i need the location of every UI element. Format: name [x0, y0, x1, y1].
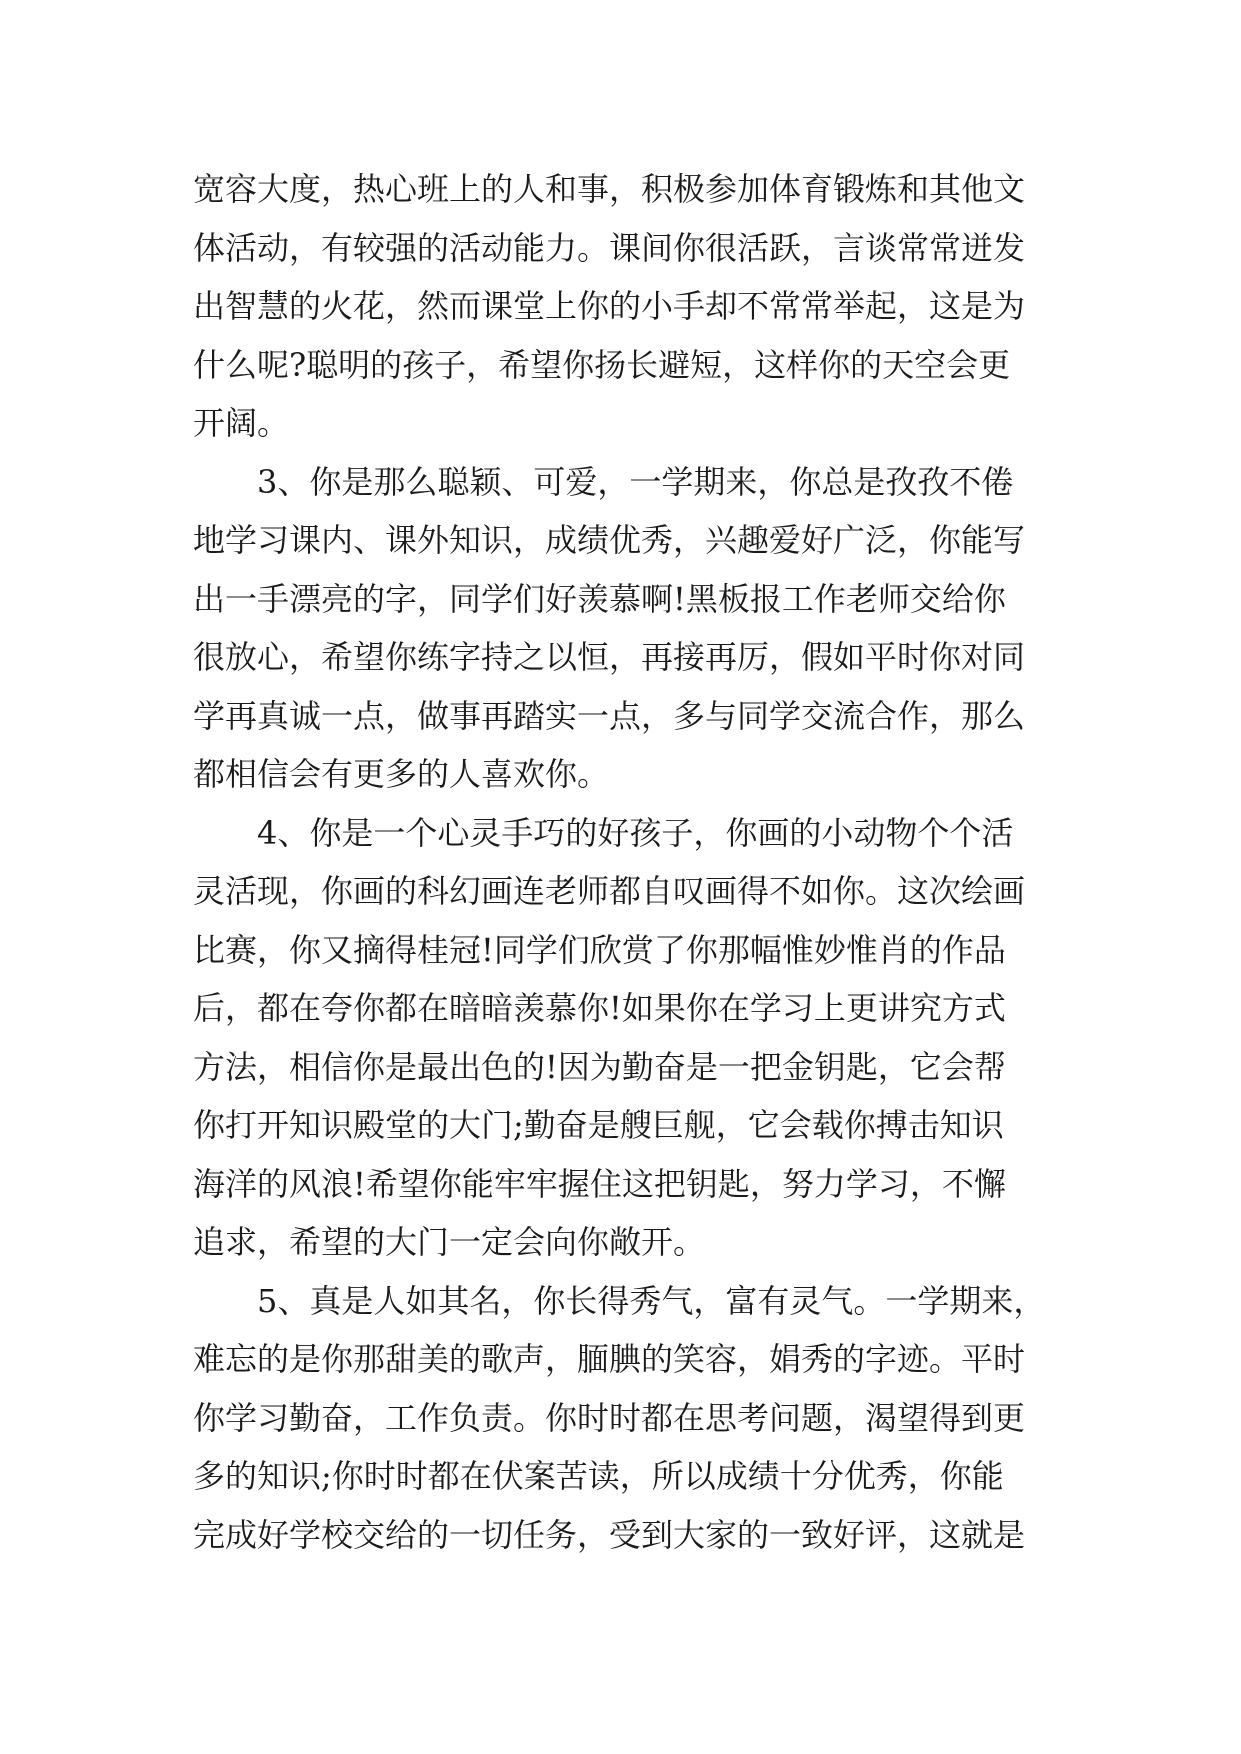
text-line: 出一手漂亮的字，同学们好羡慕啊!黑板报工作老师交给你 [193, 579, 1006, 618]
text-line: 出智慧的火花，然而课堂上你的小手却不常常举起，这是为 [193, 287, 1026, 325]
paragraph-start-line: 4、你是一个心灵手巧的好孩子，你画的小动物个个活 [257, 813, 1014, 852]
text-line: 都相信会有更多的人喜欢你。 [193, 755, 610, 793]
text-line: 你打开知识殿堂的大门;勤奋是艘巨舰，它会载你搏击知识 [193, 1106, 1004, 1144]
text-line: 海洋的风浪!希望你能牢牢握住这把钥匙，努力学习，不懈 [193, 1164, 1006, 1203]
text-line: 开阔。 [193, 404, 290, 442]
text-line: 很放心，希望你练字持之以恒，再接再厉，假如平时你对同 [193, 638, 1026, 676]
text-line: 什么呢?聪明的孩子，希望你扬长避短，这样你的天空会更 [193, 345, 1011, 384]
text-line: 追求，希望的大门一定会向你敞开。 [193, 1223, 706, 1261]
text-line: 宽容大度，热心班上的人和事，积极参加体育锻炼和其他文 [193, 170, 1026, 208]
paragraph-start-line: 5、真是人如其名，你长得秀气，富有灵气。一学期来， [257, 1281, 1046, 1320]
document-body [193, 160, 1053, 1564]
text-line: 多的知识;你时时都在伏案苦读，所以成绩十分优秀，你能 [193, 1457, 1004, 1495]
text-line: 地学习课内、课外知识，成绩优秀，兴趣爱好广泛，你能写 [193, 521, 1026, 559]
text-line: 方法，相信你是最出色的!因为勤奋是一把金钥匙，它会帮 [193, 1047, 1006, 1086]
text-line: 后，都在夸你都在暗暗羡慕你!如果你在学习上更讲究方式 [193, 989, 1006, 1027]
text-line: 灵活现，你画的科幻画连老师都自叹画得不如你。这次绘画 [193, 872, 1026, 910]
text-line: 你学习勤奋，工作负责。你时时都在思考问题，渴望得到更 [193, 1398, 1026, 1437]
text-line: 比赛，你又摘得桂冠!同学们欣赏了你那幅惟妙惟肖的作品 [193, 930, 1006, 969]
text-line: 完成好学校交给的一切任务，受到大家的一致好评，这就是 [193, 1515, 1026, 1554]
text-line: 学再真诚一点，做事再踏实一点，多与同学交流合作，那么 [193, 696, 1026, 735]
text-line: 难忘的是你那甜美的歌声，腼腆的笑容，娟秀的字迹。平时 [193, 1340, 1026, 1378]
text-line: 体活动，有较强的活动能力。课间你很活跃，言谈常常迸发 [193, 228, 1026, 267]
paragraph-start-line: 3、你是那么聪颖、可爱，一学期来，你总是孜孜不倦 [257, 462, 1014, 501]
